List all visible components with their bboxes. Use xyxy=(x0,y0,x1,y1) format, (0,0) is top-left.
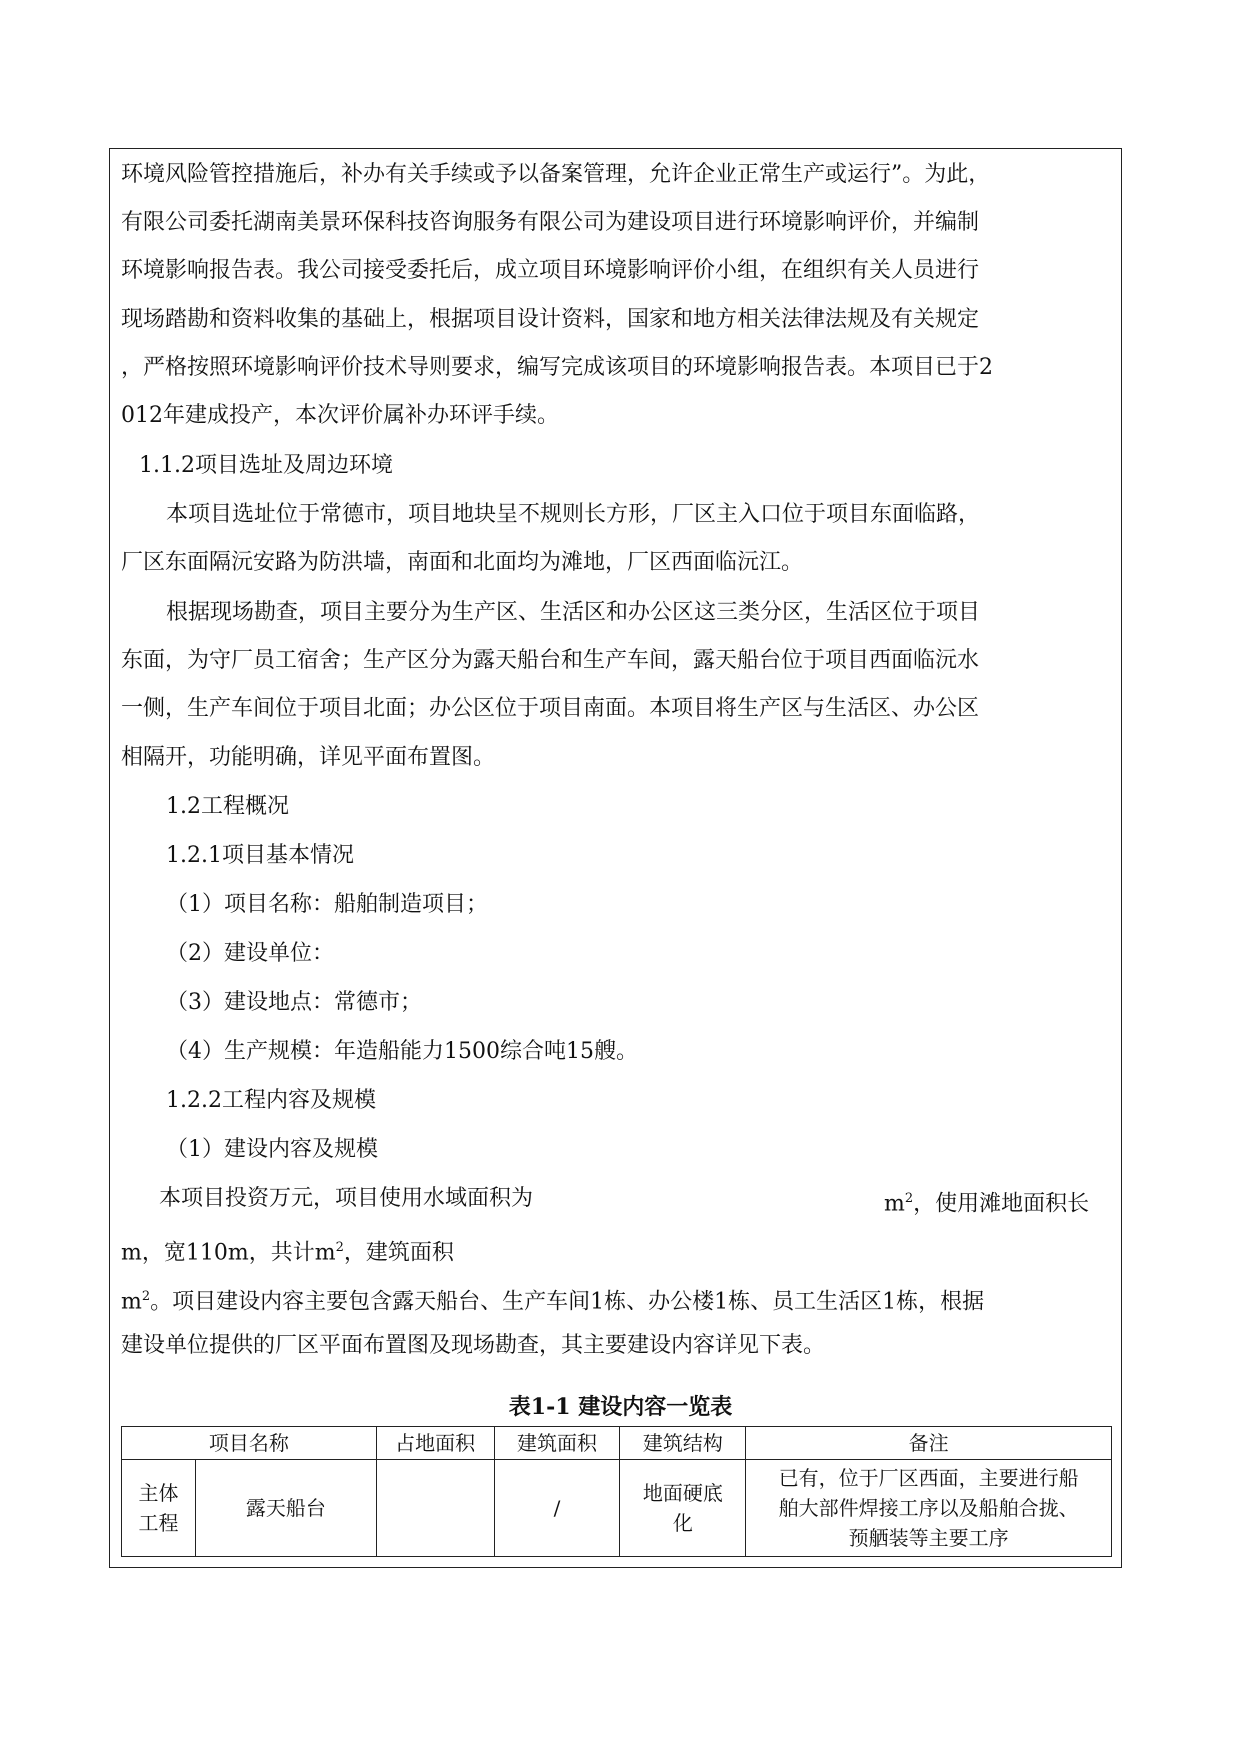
cell-land-area xyxy=(376,1460,494,1557)
header-structure: 建筑结构 xyxy=(620,1427,746,1460)
paragraph-line: m，宽110m，共计$m^2$，建筑面积 xyxy=(121,1240,454,1266)
paragraph-line: 现场踏勘和资料收集的基础上，根据项目设计资料，国家和地方相关法律法规及有关规定 xyxy=(121,307,980,332)
paragraph-line: 012年建成投产，本次评价属补办环评手续。 xyxy=(121,403,559,428)
section-heading: 1.2工程概况 xyxy=(166,794,289,819)
header-remark: 备注 xyxy=(746,1427,1112,1460)
paragraph-line: 根据现场勘查，项目主要分为生产区、生活区和办公区这三类分区，生活区位于项目 xyxy=(166,600,981,625)
construction-content-table xyxy=(121,1426,1112,1557)
cell-remark: 已有，位于厂区西面，主要进行船 舶大部件焊接工序以及船舶合拢、 预舾装等主要工序 xyxy=(746,1460,1112,1557)
paragraph-line: $m^2$。项目建设内容主要包含露天船台、生产车间1栋、办公楼1栋、员工生活区1栋，根据 xyxy=(121,1289,985,1315)
cell-category: 主体 工程 xyxy=(122,1460,196,1557)
cell-build-area: / xyxy=(494,1460,620,1557)
header-name: 项目名称 xyxy=(122,1427,377,1460)
list-item: （1）建设内容及规模 xyxy=(166,1137,378,1162)
paragraph-line: 一侧，生产车间位于项目北面；办公区位于项目南面。本项目将生产区与生活区、办公区 xyxy=(121,696,980,721)
paragraph-line: 相隔开，功能明确，详见平面布置图。 xyxy=(121,745,496,770)
paragraph-line: 东面，为守厂员工宿舍；生产区分为露天船台和生产车间，露天船台位于项目西面临沅水 xyxy=(121,648,980,673)
list-item: （3）建设地点：常德市； xyxy=(166,990,422,1015)
list-item: （2）建设单位： xyxy=(166,941,334,966)
paragraph-line: 本项目投资万元，项目使用水域面积为 xyxy=(159,1186,534,1211)
section-heading: 1.2.1项目基本情况 xyxy=(166,843,354,868)
paragraph-line: 本项目选址位于常德市，项目地块呈不规则长方形，厂区主入口位于项目东面临路， xyxy=(166,502,981,527)
paragraph-line: 厂区东面隔沅安路为防洪墙，南面和北面均为滩地，厂区西面临沅江。 xyxy=(121,550,804,575)
section-heading: 1.2.2工程内容及规模 xyxy=(166,1088,376,1113)
header-build-area: 建筑面积 xyxy=(494,1427,620,1460)
table-row xyxy=(122,1460,1112,1557)
header-land-area: 占地面积 xyxy=(376,1427,494,1460)
paragraph-line: $m^2$，使用滩地面积长 xyxy=(884,1191,1090,1217)
section-heading: 1.1.2项目选址及周边环境 xyxy=(139,453,393,478)
paragraph-line: 环境影响报告表。我公司接受委托后，成立项目环境影响评价小组，在组织有关人员进行 xyxy=(121,258,980,283)
paragraph-line: 环境风险管控措施后，补办有关手续或予以备案管理，允许企业正常生产或运行”。为此， xyxy=(121,162,991,187)
table-caption: 表1-1 建设内容一览表 xyxy=(508,1394,733,1420)
cell-name: 露天船台 xyxy=(195,1460,376,1557)
table-header-row xyxy=(122,1427,1112,1460)
paragraph-line: 有限公司委托湖南美景环保科技咨询服务有限公司为建设项目进行环境影响评价，并编制 xyxy=(121,210,980,235)
list-item: （1）项目名称：船舶制造项目； xyxy=(166,892,488,917)
cell-structure: 地面硬底 化 xyxy=(620,1460,746,1557)
paragraph-line: 建设单位提供的厂区平面布置图及现场勘查，其主要建设内容详见下表。 xyxy=(121,1333,826,1358)
list-item: （4）生产规模：年造船能力1500综合吨15艘。 xyxy=(166,1039,638,1064)
paragraph-line: ，严格按照环境影响评价技术导则要求，编写完成该项目的环境影响报告表。本项目已于2 xyxy=(121,355,994,380)
